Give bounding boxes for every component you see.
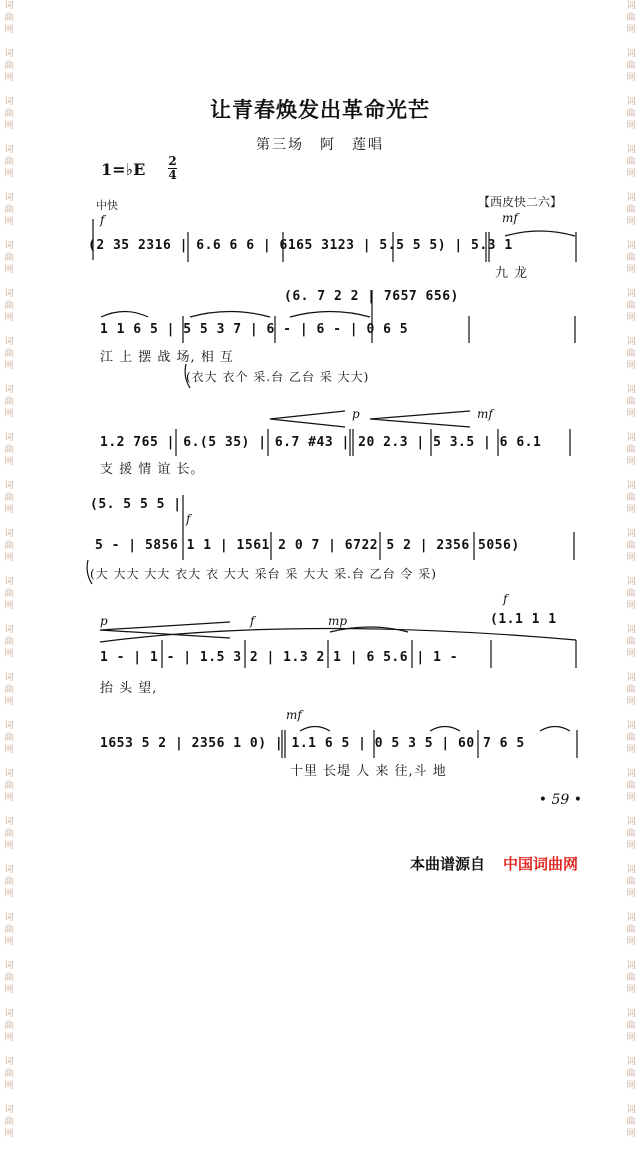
watermark-char: 词 xyxy=(4,1,14,11)
watermark-char: 曲 xyxy=(626,205,636,215)
watermark-char: 网 xyxy=(4,889,14,899)
watermark-char: 网 xyxy=(4,601,14,611)
watermark-char: 网 xyxy=(626,1081,636,1091)
watermark-char: 词 xyxy=(4,721,14,731)
watermark-char: 词 xyxy=(626,289,636,299)
watermark-gap xyxy=(2,1140,16,1152)
watermark-char: 网 xyxy=(626,265,636,275)
song-title: 让青春焕发出革命光芒 xyxy=(210,97,430,122)
watermark-char: 曲 xyxy=(4,253,14,263)
watermark-char: 曲 xyxy=(626,925,636,935)
watermark-char: 词 xyxy=(626,961,636,971)
watermark-char: 曲 xyxy=(4,1021,14,1031)
watermark-char: 词 xyxy=(4,337,14,347)
watermark-char: 词 xyxy=(626,577,636,587)
watermark-char: 网 xyxy=(4,841,14,851)
watermark-char: 曲 xyxy=(626,589,636,599)
watermark-char: 曲 xyxy=(4,637,14,647)
watermark-char: 曲 xyxy=(626,157,636,167)
watermark-char: 曲 xyxy=(626,349,636,359)
watermark-char: 网 xyxy=(4,745,14,755)
watermark-char: 曲 xyxy=(4,349,14,359)
watermark-char: 曲 xyxy=(626,1069,636,1079)
watermark-char: 词 xyxy=(626,817,636,827)
watermark-char: 词 xyxy=(4,961,14,971)
watermark-char: 曲 xyxy=(4,397,14,407)
watermark-char: 曲 xyxy=(626,1117,636,1127)
notation-line: (2 35 2316 | 6.6 6 6 | 6165 3123 | 5.5 5 5) | 5.3 1 xyxy=(88,238,513,253)
watermark-char: 词 xyxy=(626,1057,636,1067)
watermark-char: 曲 xyxy=(626,493,636,503)
watermark-char: 网 xyxy=(4,409,14,419)
watermark-char: 网 xyxy=(626,553,636,563)
watermark-char: 曲 xyxy=(4,589,14,599)
watermark-char: 词 xyxy=(626,145,636,155)
watermark-char: 曲 xyxy=(4,733,14,743)
watermark-char: 曲 xyxy=(4,877,14,887)
watermark-char: 词 xyxy=(4,433,14,443)
watermark-char: 曲 xyxy=(626,109,636,119)
watermark-char: 曲 xyxy=(626,541,636,551)
watermark-char: 词 xyxy=(4,673,14,683)
watermark-char: 网 xyxy=(626,745,636,755)
watermark-char: 词 xyxy=(626,337,636,347)
watermark-char: 曲 xyxy=(4,205,14,215)
watermark-char: 网 xyxy=(626,1033,636,1043)
watermark-char: 词 xyxy=(4,289,14,299)
watermark-char: 曲 xyxy=(4,301,14,311)
watermark-char: 词 xyxy=(626,385,636,395)
meter-top: 2 xyxy=(168,154,177,168)
watermark-char: 词 xyxy=(4,529,14,539)
watermark-char: 词 xyxy=(626,721,636,731)
watermark-char: 网 xyxy=(626,121,636,131)
watermark-char: 词 xyxy=(4,193,14,203)
watermark-char: 网 xyxy=(4,121,14,131)
watermark-char: 曲 xyxy=(4,493,14,503)
watermark-char: 词 xyxy=(4,385,14,395)
watermark-char: 网 xyxy=(626,937,636,947)
watermark-gap xyxy=(2,900,16,912)
watermark-gap xyxy=(2,1044,16,1056)
watermark-gap xyxy=(624,900,638,912)
key-signature: 1=♭E xyxy=(101,160,146,179)
watermark-gap xyxy=(2,996,16,1008)
upper-notation-line: (1.1 1 1 xyxy=(490,612,557,627)
song-subtitle: 第三场 阿 莲唱 xyxy=(256,137,384,153)
watermark-char: 网 xyxy=(626,985,636,995)
dynamic-mark: mf xyxy=(286,708,302,722)
dynamic-mark: f xyxy=(503,592,508,606)
source-prefix: 本曲谱源自 xyxy=(410,855,486,873)
dynamic-mark: p xyxy=(100,614,108,628)
watermark-gap xyxy=(624,948,638,960)
watermark-gap xyxy=(2,948,16,960)
watermark-char: 曲 xyxy=(626,61,636,71)
watermark-char: 词 xyxy=(626,529,636,539)
lyrics-line: 十里 长堤 人 来 往,斗 地 xyxy=(290,764,447,779)
dynamic-mark: mf xyxy=(477,407,493,421)
watermark-char: 网 xyxy=(626,313,636,323)
watermark-char: 曲 xyxy=(626,829,636,839)
watermark-char: 曲 xyxy=(4,13,14,23)
dynamic-mark: mp xyxy=(328,614,348,628)
watermark-char: 网 xyxy=(626,649,636,659)
watermark-char: 网 xyxy=(4,169,14,179)
watermark-char: 曲 xyxy=(626,781,636,791)
watermark-char: 词 xyxy=(626,481,636,491)
watermark-gap xyxy=(624,1140,638,1152)
watermark-char: 网 xyxy=(4,985,14,995)
watermark-char: 曲 xyxy=(4,925,14,935)
watermark-char: 词 xyxy=(4,577,14,587)
watermark-char: 网 xyxy=(4,697,14,707)
lyrics-line: 九 龙 xyxy=(495,266,529,281)
watermark-char: 网 xyxy=(4,265,14,275)
watermark-char: 词 xyxy=(626,865,636,875)
watermark-char: 曲 xyxy=(626,13,636,23)
watermark-char: 网 xyxy=(626,601,636,611)
watermark-char: 词 xyxy=(626,193,636,203)
watermark-char: 词 xyxy=(4,817,14,827)
watermark-char: 词 xyxy=(4,1105,14,1115)
watermark-char: 网 xyxy=(4,457,14,467)
notation-line: 1 1 6 5 | 5 5 3 7 | 6 - | 6 - | 0 6 5 xyxy=(100,322,409,337)
dynamic-mark: f xyxy=(186,512,191,526)
watermark-char: 词 xyxy=(4,241,14,251)
watermark-char: 曲 xyxy=(626,1021,636,1031)
watermark-char: 网 xyxy=(4,217,14,227)
watermark-char: 词 xyxy=(626,1,636,11)
watermark-char: 曲 xyxy=(626,397,636,407)
dynamic-mark: f xyxy=(250,614,255,628)
watermark-char: 曲 xyxy=(4,829,14,839)
lyrics-line: 抬 头 望, xyxy=(100,681,158,696)
watermark-char: 曲 xyxy=(4,445,14,455)
watermark-char: 曲 xyxy=(4,109,14,119)
dynamic-mark: f xyxy=(100,213,105,227)
percussion-line: (大 大大 大大 衣大 衣 大大 采台 采 大大 采.台 乙台 令 采) xyxy=(90,567,437,581)
watermark-char: 网 xyxy=(626,169,636,179)
lyrics-line: 支 援 情 谊 长。 xyxy=(100,462,205,477)
watermark-char: 词 xyxy=(4,481,14,491)
watermark-char: 曲 xyxy=(626,685,636,695)
dynamic-mark: p xyxy=(352,407,360,421)
watermark-char: 网 xyxy=(626,889,636,899)
watermark-char: 网 xyxy=(4,1081,14,1091)
percussion-line: (衣大 衣个 采.台 乙台 采 大大) xyxy=(186,370,370,384)
notation-line: 1 - | 1 - | 1.5 3 2 | 1.3 2 1 | 6 5.6 | 1 - xyxy=(100,650,459,665)
watermark-char: 网 xyxy=(626,217,636,227)
source-site: 中国词曲网 xyxy=(503,855,579,873)
notation-line: 5 - | 5856 1 1 | 1561 2 0 7 | 6722 5 2 | 2356 5056) xyxy=(95,538,520,553)
dynamic-mark: mf xyxy=(502,211,518,225)
watermark-gap xyxy=(624,1044,638,1056)
watermark-char: 网 xyxy=(626,409,636,419)
watermark-char: 网 xyxy=(626,793,636,803)
watermark-char: 曲 xyxy=(4,685,14,695)
watermark-char: 曲 xyxy=(626,973,636,983)
watermark-char: 曲 xyxy=(4,1117,14,1127)
watermark-char: 网 xyxy=(4,25,14,35)
watermark-char: 曲 xyxy=(4,781,14,791)
upper-notation-line: (5. 5 5 5 | xyxy=(90,497,182,512)
upper-notation-line: (6. 7 2 2 | 7657 656) xyxy=(284,289,459,304)
watermark-char: 词 xyxy=(4,625,14,635)
watermark-char: 词 xyxy=(4,1009,14,1019)
watermark-char: 词 xyxy=(626,241,636,251)
watermark-char: 曲 xyxy=(4,1069,14,1079)
watermark-char: 网 xyxy=(626,457,636,467)
watermark-char: 曲 xyxy=(626,253,636,263)
watermark-char: 曲 xyxy=(626,733,636,743)
watermark-char: 网 xyxy=(626,73,636,83)
watermark-char: 网 xyxy=(4,793,14,803)
watermark-char: 网 xyxy=(626,25,636,35)
watermark-char: 网 xyxy=(4,553,14,563)
watermark-char: 曲 xyxy=(626,637,636,647)
meter-bottom: 4 xyxy=(168,168,177,182)
watermark-char: 网 xyxy=(626,361,636,371)
watermark-char: 网 xyxy=(4,937,14,947)
watermark-char: 词 xyxy=(4,769,14,779)
watermark-char: 词 xyxy=(4,913,14,923)
watermark-char: 曲 xyxy=(4,541,14,551)
watermark-char: 词 xyxy=(626,1009,636,1019)
watermark-char: 词 xyxy=(626,625,636,635)
watermark-char: 词 xyxy=(4,1057,14,1067)
watermark-char: 网 xyxy=(4,73,14,83)
watermark-char: 词 xyxy=(4,97,14,107)
watermark-char: 曲 xyxy=(626,301,636,311)
lyrics-line: 江 上 摆 战 场, 相 互 xyxy=(100,350,234,365)
watermark-char: 词 xyxy=(626,913,636,923)
watermark-char: 网 xyxy=(4,1033,14,1043)
watermark-char: 曲 xyxy=(4,973,14,983)
watermark-char: 网 xyxy=(626,1129,636,1139)
watermark-char: 曲 xyxy=(4,157,14,167)
watermark-char: 网 xyxy=(4,649,14,659)
watermark-char: 网 xyxy=(626,841,636,851)
watermark-gap xyxy=(624,1092,638,1104)
watermark-char: 网 xyxy=(4,361,14,371)
watermark-char: 曲 xyxy=(626,877,636,887)
watermark-char: 曲 xyxy=(4,61,14,71)
notation-line: 1653 5 2 | 2356 1 0) | 1.1 6 5 | 0 5 3 5 | 60 7 6 5 xyxy=(100,736,525,751)
watermark-char: 网 xyxy=(4,1129,14,1139)
page-number: • 59 • xyxy=(538,792,582,808)
watermark-char: 词 xyxy=(4,865,14,875)
watermark-char: 网 xyxy=(626,505,636,515)
mode-marking: 【西皮快二六】 xyxy=(478,195,563,209)
notation-line: 1.2 765 | 6.(5 35) | 6.7 #43 | 20 2.3 | 5 3.5 | 6 6.1 xyxy=(100,435,542,450)
watermark-gap xyxy=(2,1092,16,1104)
watermark-char: 词 xyxy=(626,769,636,779)
watermark-char: 网 xyxy=(4,505,14,515)
watermark-gap xyxy=(624,996,638,1008)
watermark-char: 网 xyxy=(626,697,636,707)
watermark-char: 词 xyxy=(626,49,636,59)
watermark-char: 词 xyxy=(626,433,636,443)
watermark-char: 词 xyxy=(4,145,14,155)
watermark-char: 词 xyxy=(626,673,636,683)
tempo-marking: 中快 xyxy=(96,199,118,212)
watermark-char: 网 xyxy=(4,313,14,323)
watermark-char: 词 xyxy=(4,49,14,59)
watermark-char: 曲 xyxy=(626,445,636,455)
watermark-char: 词 xyxy=(626,1105,636,1115)
watermark-char: 词 xyxy=(626,97,636,107)
